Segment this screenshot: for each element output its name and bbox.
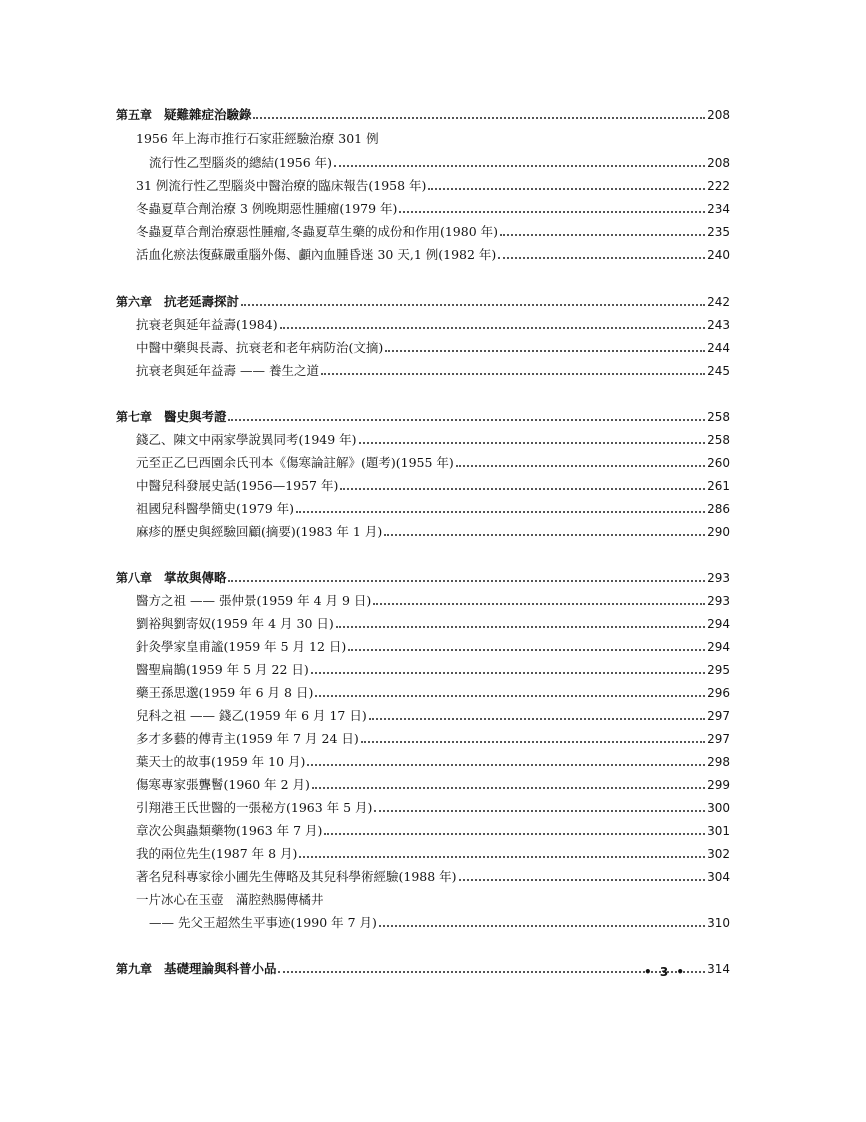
page-ref: 299 <box>707 778 730 792</box>
page-ref: 298 <box>707 755 730 769</box>
toc-entry <box>136 197 730 217</box>
toc-entry <box>136 819 730 839</box>
dot-leader <box>359 441 706 444</box>
page-ref: 235 <box>707 225 730 239</box>
entry-title: 麻疹的歷史與經驗回顧(摘要)(1983 年 1 月) <box>136 524 383 539</box>
entry-title: 傷寒專家張聾鬙(1960 年 2 月) <box>136 777 310 792</box>
toc-entry <box>136 589 730 609</box>
page-ref: 208 <box>707 156 730 170</box>
dot-leader <box>459 878 706 881</box>
dot-leader <box>280 326 706 329</box>
dot-leader <box>334 164 705 167</box>
entry-title: —— 先父王超然生平事迹(1990 年 7 月) <box>149 915 377 930</box>
chapter-row <box>116 957 730 977</box>
chapter-title: 疑難雜症治驗錄 <box>163 107 252 122</box>
entry-title: 藥王孫思邈(1959 年 6 月 8 日) <box>136 685 314 700</box>
dot-leader <box>428 187 705 190</box>
entry-title: 冬蟲夏草合劑治療惡性腫瘤,冬蟲夏草生藥的成份和作用(1980 年) <box>136 224 499 239</box>
chapter-title: 基礎理論與科普小品 <box>163 961 277 976</box>
toc-entry <box>136 428 730 448</box>
dot-leader <box>299 855 705 858</box>
toc-entry <box>136 127 730 147</box>
toc-entry <box>136 243 730 263</box>
entry-title: 我的兩位先生(1987 年 8 月) <box>136 846 298 861</box>
dot-leader <box>498 256 705 259</box>
chapter-number: 第六章 <box>116 295 153 309</box>
toc-entry <box>136 796 730 816</box>
toc-entry <box>149 911 730 931</box>
entry-title: 活血化瘀法復蘇嚴重腦外傷、顱內血腫昏迷 30 天,1 例(1982 年) <box>136 247 497 262</box>
page-ref: 258 <box>707 433 730 447</box>
entry-title: 章次公與蟲類藥物(1963 年 7 月) <box>136 823 323 838</box>
dot-leader <box>241 303 705 306</box>
dot-leader <box>321 372 705 375</box>
page-ref: 293 <box>707 571 730 585</box>
page-ref: 290 <box>707 525 730 539</box>
toc-entry <box>136 451 730 471</box>
dot-leader <box>373 602 705 605</box>
page-ref: 301 <box>707 824 730 838</box>
dot-leader <box>324 832 705 835</box>
entry-title: 多才多藝的傅青主(1959 年 7 月 24 日) <box>136 731 359 746</box>
entry-title: 醫聖扁鵲(1959 年 5 月 22 日) <box>136 662 309 677</box>
toc-entry <box>136 474 730 494</box>
dot-leader <box>340 487 705 490</box>
entry-title: 抗衰老與延年益壽 —— 養生之道 <box>136 363 319 378</box>
toc-entry <box>136 773 730 793</box>
page-ref: 222 <box>707 179 730 193</box>
toc-entry <box>136 750 730 770</box>
dot-leader <box>500 233 705 236</box>
entry-title: 中醫中藥與長壽、抗衰老和老年病防治(文摘) <box>136 340 384 355</box>
dot-leader <box>296 510 705 513</box>
page-ref: 295 <box>707 663 730 677</box>
dot-leader <box>278 970 705 973</box>
page-ref: 297 <box>707 732 730 746</box>
entry-title: 1956 年上海市推行石家莊經驗治療 301 例 <box>136 131 379 146</box>
page-ref: 304 <box>707 870 730 884</box>
dot-leader <box>456 464 705 467</box>
page-ref: 260 <box>707 456 730 470</box>
dot-leader <box>374 809 705 812</box>
chapter-title: 掌故與傳略 <box>163 570 227 585</box>
toc-entry <box>136 520 730 540</box>
chapter-title: 醫史與考證 <box>163 409 227 424</box>
toc-entry <box>136 727 730 747</box>
dot-leader <box>315 694 705 697</box>
chapter-number: 第七章 <box>116 410 153 424</box>
chapter-number: 第八章 <box>116 571 153 585</box>
entry-title: 冬蟲夏草合劑治療 3 例晚期惡性腫瘤(1979 年) <box>136 201 398 216</box>
entry-title: 抗衰老與延年益壽(1984) <box>136 317 278 332</box>
page-ref: 244 <box>707 341 730 355</box>
chapter-row <box>116 566 730 586</box>
dot-leader <box>348 648 705 651</box>
entry-title: 引翔港王氏世醫的一張秘方(1963 年 5 月) <box>136 800 373 815</box>
chapter-row <box>116 103 730 123</box>
page-ref: 296 <box>707 686 730 700</box>
page-ref: 208 <box>707 108 730 122</box>
toc-entry <box>136 635 730 655</box>
toc-entry <box>136 612 730 632</box>
entry-title: 兒科之祖 —— 錢乙(1959 年 6 月 17 日) <box>136 708 367 723</box>
page-ref: 294 <box>707 617 730 631</box>
page-ref: 243 <box>707 318 730 332</box>
page-ref: 302 <box>707 847 730 861</box>
toc-entry <box>136 658 730 678</box>
chapter-number: 第五章 <box>116 108 153 122</box>
page-ref: 245 <box>707 364 730 378</box>
page-ref: 294 <box>707 640 730 654</box>
dot-leader <box>307 763 705 766</box>
page-ref: 297 <box>707 709 730 723</box>
entry-title: 著名兒科專家徐小圃先生傳略及其兒科學術經驗(1988 年) <box>136 869 457 884</box>
entry-title: 醫方之祖 —— 張仲景(1959 年 4 月 9 日) <box>136 593 372 608</box>
toc-entry <box>136 704 730 724</box>
entry-title: 祖國兒科醫學簡史(1979 年) <box>136 501 295 516</box>
toc-entry <box>136 220 730 240</box>
entry-title: 中醫兒科發展史話(1956—1957 年) <box>136 478 339 493</box>
page-ref: 293 <box>707 594 730 608</box>
page-ref: 240 <box>707 248 730 262</box>
entry-title: 元至正乙巳西園余氏刊本《傷寒論註解》(題考)(1955 年) <box>136 455 454 470</box>
toc-entry <box>136 681 730 701</box>
entry-title: 流行性乙型腦炎的總結(1956 年) <box>149 155 333 170</box>
entry-title: 葉天士的故事(1959 年 10 月) <box>136 754 306 769</box>
chapter-row <box>116 290 730 310</box>
page-ref: 258 <box>707 410 730 424</box>
dot-leader <box>361 740 705 743</box>
chapter-number: 第九章 <box>116 962 153 976</box>
dot-leader <box>311 671 705 674</box>
dot-leader <box>379 924 705 927</box>
dot-leader <box>384 533 705 536</box>
page-ref: 300 <box>707 801 730 815</box>
dot-leader <box>385 349 705 352</box>
page-number: • 3 • <box>644 965 687 979</box>
dot-leader <box>312 786 705 789</box>
page-ref: 234 <box>707 202 730 216</box>
toc-entry <box>136 497 730 517</box>
page-ref: 314 <box>707 962 730 976</box>
page-ref: 261 <box>707 479 730 493</box>
toc-entry <box>136 313 730 333</box>
chapter-title: 抗老延壽探討 <box>163 294 239 309</box>
dot-leader <box>228 579 705 582</box>
dot-leader <box>369 717 705 720</box>
toc-entry <box>136 336 730 356</box>
entry-title: 31 例流行性乙型腦炎中醫治療的臨床報告(1958 年) <box>136 178 427 193</box>
entry-title: 劉裕與劉寄奴(1959 年 4 月 30 日) <box>136 616 334 631</box>
chapter-row <box>116 405 730 425</box>
entry-title: 針灸學家皇甫謐(1959 年 5 月 12 日) <box>136 639 347 654</box>
page-ref: 242 <box>707 295 730 309</box>
dot-leader <box>253 116 705 119</box>
toc-entry <box>149 151 730 171</box>
toc-entry <box>136 842 730 862</box>
entry-title: 錢乙、陳文中兩家學說異同考(1949 年) <box>136 432 357 447</box>
toc-entry <box>136 865 730 885</box>
page-ref: 310 <box>707 916 730 930</box>
toc-entry <box>136 359 730 379</box>
page-ref: 286 <box>707 502 730 516</box>
dot-leader <box>399 210 705 213</box>
entry-title: 一片冰心在玉壺 滿腔熱腸傳橘井 <box>136 892 324 907</box>
toc-entry <box>136 174 730 194</box>
dot-leader <box>228 418 705 421</box>
toc-entry <box>136 888 730 908</box>
dot-leader <box>336 625 705 628</box>
